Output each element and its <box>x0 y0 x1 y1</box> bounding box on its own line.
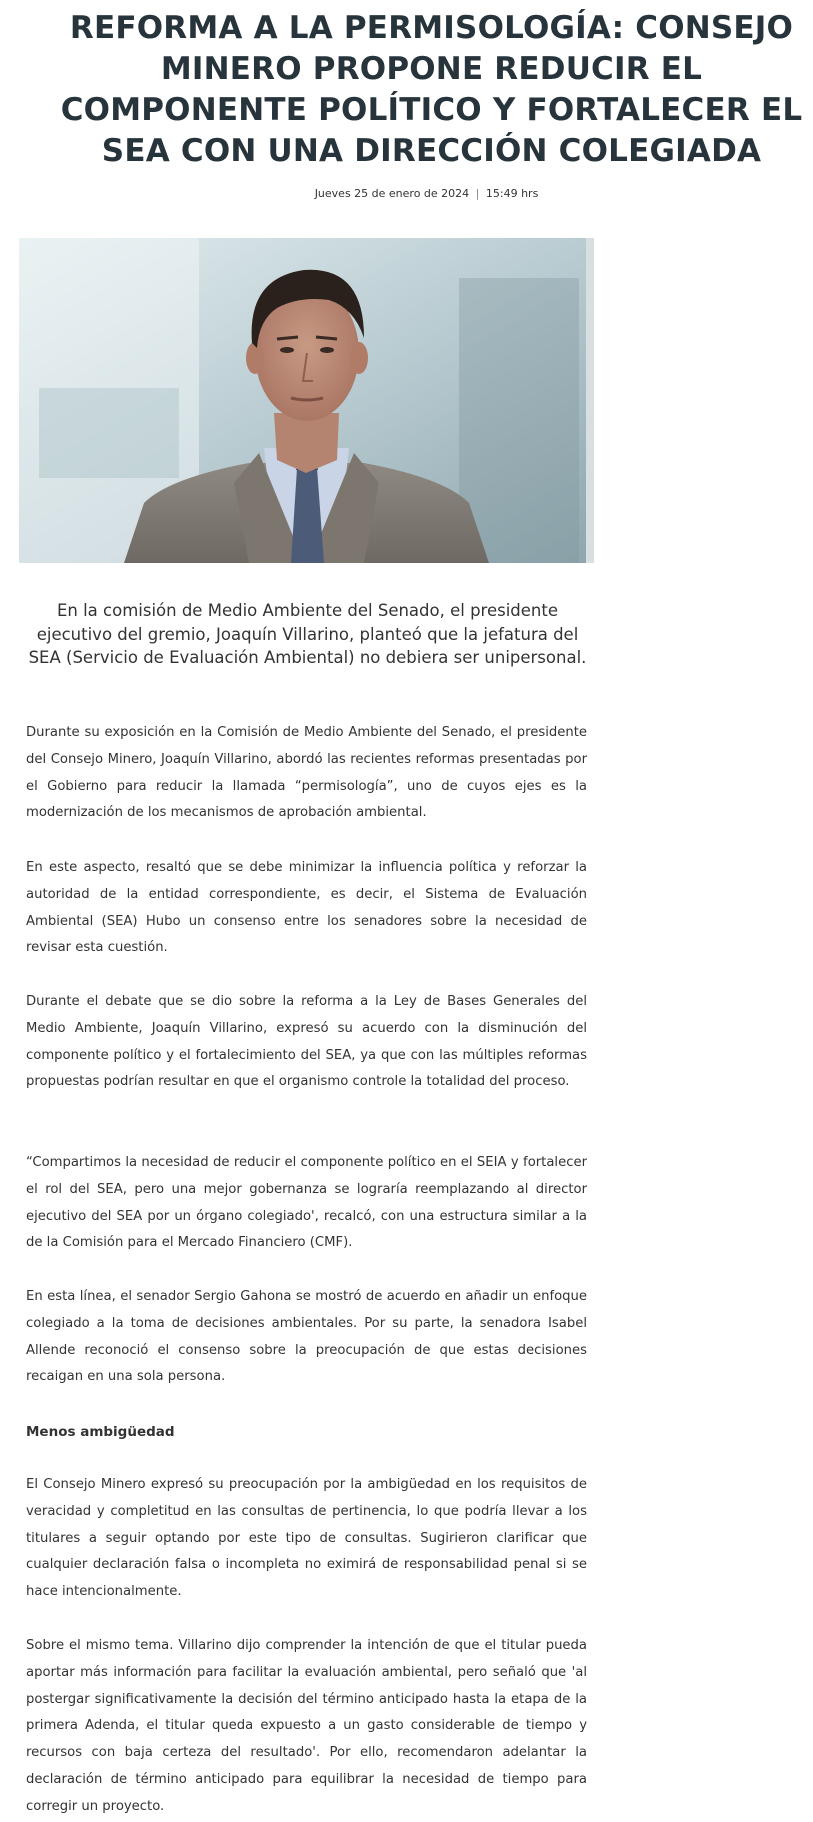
article-dateline <box>0 187 813 200</box>
article-lead: En la comisión de Medio Ambiente del Senado, el presidente ejecutivo del gremio, Joaquín Villarino, planteó que la jefatura del SEA (Servicio de Evaluación Ambiental) no debiera ser unipersonal. <box>28 601 587 667</box>
paragraph: Durante su exposición en la Comisión de Medio Ambiente del Senado, el presidente del Consejo Minero, Joaquín Villarino, abordó las recientes reformas presentadas por el Gobierno para reducir la llamada “permisología”, uno de cuyos ejes es la modernización de los mecanismos de aprobación ambiental. <box>26 725 587 821</box>
article-time: 15:49 hrs <box>485 187 539 200</box>
paragraph: En esta línea, el senador Sergio Gahona se mostró de acuerdo en añadir un enfoque colegiado a la toma de decisiones ambientales. Por su parte, la senadora Isabel Allende reconoció el consenso sobre la preocupación de que estas decisiones recaigan en una sola persona. <box>26 1289 587 1385</box>
article-headline: REFORMA A LA PERMISOLOGÍA: CONSEJO MINERO PROPONE REDUCIR EL COMPONENTE POLÍTICO Y FORTALECER EL SEA CON UNA DIRECCIÓN COLEGIADA <box>60 10 803 169</box>
article-photo <box>19 238 594 563</box>
paragraph: “Compartimos la necesidad de reducir el componente político en el SEIA y fortalecer el rol del SEA, pero una mejor gobernanza se lograría reemplazando al director ejecutivo del SEA por un órgano colegiado', recalcó, con una estructura similar a la de la Comisión para el Mercado Financiero (CMF). <box>26 1155 587 1251</box>
section-subheading: Menos ambigüedad <box>26 1424 175 1440</box>
paragraph: Durante el debate que se dio sobre la reforma a la Ley de Bases Generales del Medio Ambiente, Joaquín Villarino, expresó su acuerdo con la disminución del componente político y el fortalecimiento del SEA, ya que con las múltiples reformas propuestas podrían resultar en que el organismo controle la totalidad del proceso. <box>26 994 587 1090</box>
paragraph: Sobre el mismo tema. Villarino dijo comprender la intención de que el titular pueda aportar más información para facilitar la evaluación ambiental, pero señaló que 'al postergar significativamente la decisión del término anticipado hasta la etapa de la primera Adenda, el titular queda expuesto a un gasto considerable de tiempo y recursos con baja certeza del resultado'. Por ello, recomendaron adelantar la declaración de término anticipado para equilibrar la necesidad de tiempo para corregir un proyecto. <box>26 1638 587 1814</box>
article-date: Jueves 25 de enero de 2024 <box>314 187 470 200</box>
paragraph: El Consejo Minero expresó su preocupación por la ambigüedad en los requisitos de veracidad y completitud en las consultas de pertinencia, lo que podría llevar a los titulares a seguir optando por este tipo de consultas. Sugirieron clarificar que cualquier declaración falsa o incompleta no eximirá de responsabilidad penal si se hace intencionalmente. <box>26 1477 587 1600</box>
paragraph: En este aspecto, resaltó que se debe minimizar la influencia política y reforzar la autoridad de la entidad correspondiente, es decir, el Sistema de Evaluación Ambiental (SEA) Hubo un consenso entre los senadores sobre la necesidad de revisar esta cuestión. <box>26 860 587 956</box>
date-separator: | <box>475 187 480 200</box>
